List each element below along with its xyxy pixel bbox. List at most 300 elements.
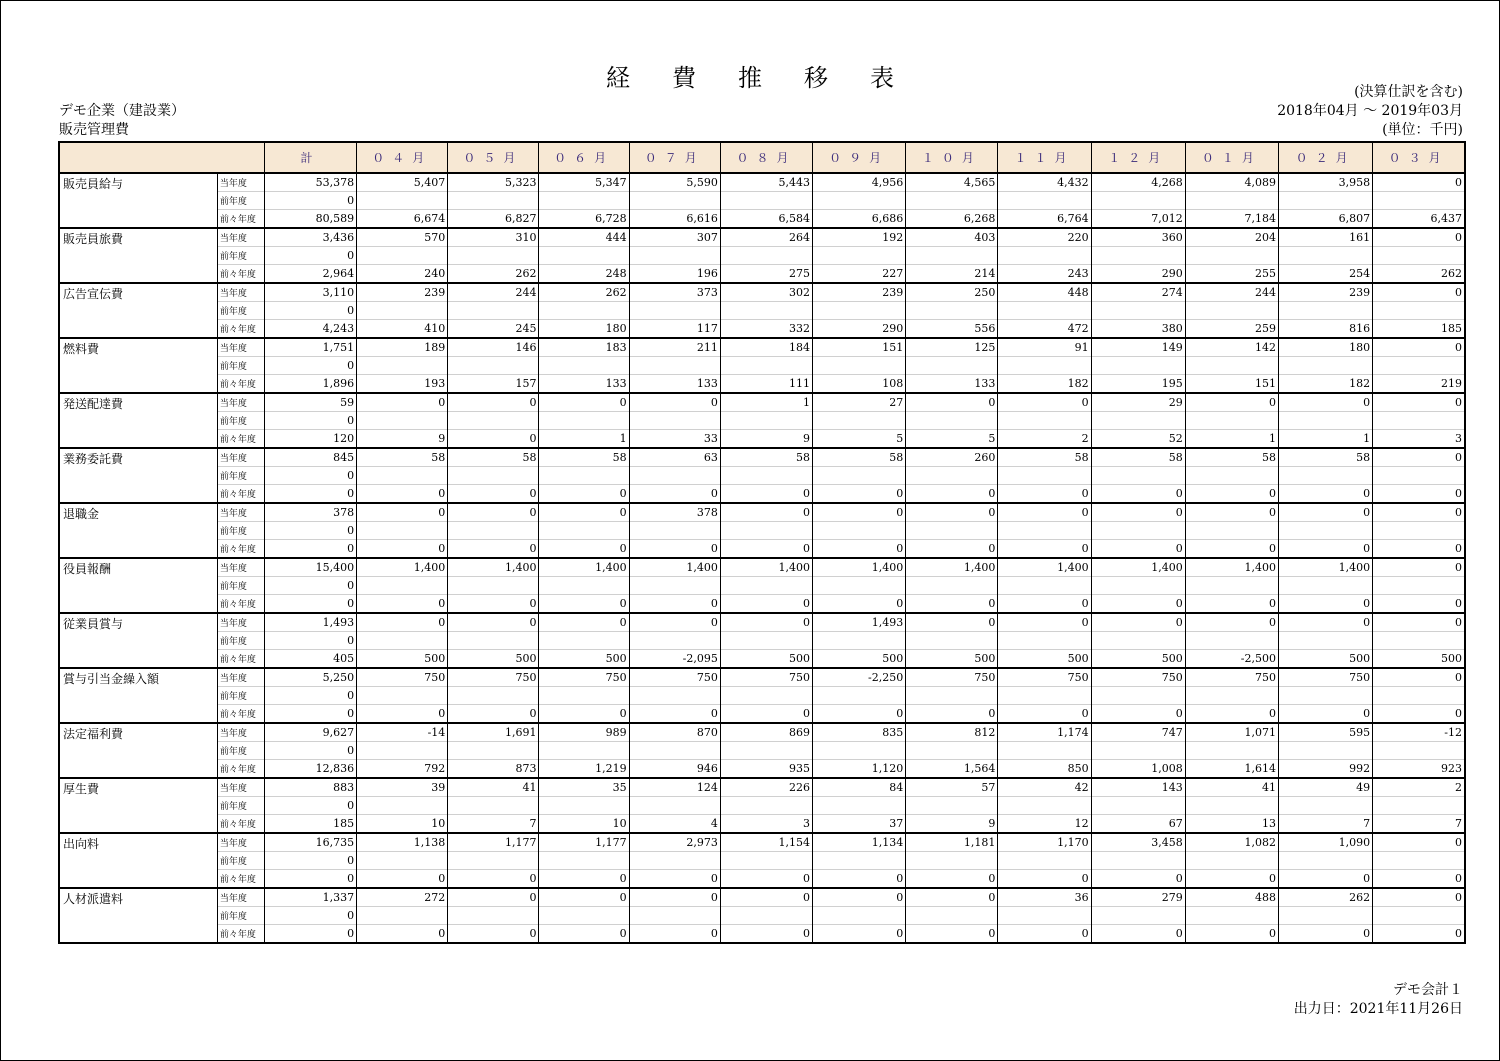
month-cell <box>720 577 812 595</box>
month-cell: 250 <box>906 283 998 302</box>
month-cell <box>357 302 448 320</box>
month-cell: 245 <box>448 320 539 339</box>
month-cell <box>539 522 629 540</box>
month-cell: 5,347 <box>539 173 629 192</box>
period-label: 前々年度 <box>217 320 264 339</box>
month-cell: 4,268 <box>1091 173 1185 192</box>
month-cell <box>448 467 539 485</box>
month-cell <box>539 687 629 705</box>
total-cell: 0 <box>264 522 356 540</box>
month-cell <box>813 467 906 485</box>
month-cell: 180 <box>539 320 629 339</box>
month-cell: 500 <box>1278 650 1372 669</box>
month-cell <box>998 742 1091 760</box>
month-cell <box>357 632 448 650</box>
month-cell: 58 <box>998 448 1091 467</box>
account-name: 従業員賞与 <box>59 613 217 668</box>
month-cell: 6,728 <box>539 210 629 229</box>
month-cell <box>906 302 998 320</box>
account-name: 販売員給与 <box>59 173 217 228</box>
month-cell <box>720 247 812 265</box>
total-cell: 59 <box>264 393 356 412</box>
period-label: 前々年度 <box>217 925 264 944</box>
period-label: 当年度 <box>217 558 264 577</box>
month-cell: 1,400 <box>539 558 629 577</box>
month-cell: 184 <box>720 338 812 357</box>
month-cell: 117 <box>629 320 720 339</box>
table-row <box>59 265 1465 284</box>
month-cell: 193 <box>357 375 448 394</box>
month-cell: 204 <box>1185 228 1278 247</box>
month-cell <box>720 907 812 925</box>
month-cell <box>906 467 998 485</box>
total-cell: 0 <box>264 540 356 559</box>
month-cell: 4,956 <box>813 173 906 192</box>
month-cell: 0 <box>539 613 629 632</box>
month-cell <box>998 577 1091 595</box>
month-cell <box>357 412 448 430</box>
month-cell <box>1091 357 1185 375</box>
month-cell: -12 <box>1373 723 1465 742</box>
month-cell: 1,181 <box>906 833 998 852</box>
period-label: 前々年度 <box>217 210 264 229</box>
table-row <box>59 870 1465 889</box>
total-cell: 0 <box>264 412 356 430</box>
total-cell: 883 <box>264 778 356 797</box>
month-cell <box>813 852 906 870</box>
month-cell: 2 <box>1373 778 1465 797</box>
month-cell: 279 <box>1091 888 1185 907</box>
month-cell: 302 <box>720 283 812 302</box>
month-cell <box>357 687 448 705</box>
month-cell: 1 <box>1185 430 1278 449</box>
period-label: 当年度 <box>217 833 264 852</box>
month-cell: 6,437 <box>1373 210 1465 229</box>
month-cell: 0 <box>1278 870 1372 889</box>
month-cell <box>539 302 629 320</box>
month-cell: 0 <box>1373 540 1465 559</box>
month-cell: 946 <box>629 760 720 779</box>
month-cell <box>539 907 629 925</box>
month-cell: 2,973 <box>629 833 720 852</box>
month-cell: -2,095 <box>629 650 720 669</box>
month-cell <box>906 852 998 870</box>
month-cell: 239 <box>1278 283 1372 302</box>
month-cell <box>1373 412 1465 430</box>
period-label: 前年度 <box>217 577 264 595</box>
total-cell: 120 <box>264 430 356 449</box>
month-cell: 0 <box>1373 338 1465 357</box>
month-cell: 0 <box>720 595 812 614</box>
total-cell: 5,250 <box>264 668 356 687</box>
month-cell <box>998 687 1091 705</box>
month-cell: 0 <box>448 430 539 449</box>
month-cell: 5,407 <box>357 173 448 192</box>
month-cell: 935 <box>720 760 812 779</box>
month-cell: 812 <box>906 723 998 742</box>
month-cell: 290 <box>1091 265 1185 284</box>
month-cell: 42 <box>998 778 1091 797</box>
period-label: 前々年度 <box>217 760 264 779</box>
month-cell <box>1278 302 1372 320</box>
period-label: 前々年度 <box>217 430 264 449</box>
total-cell: 9,627 <box>264 723 356 742</box>
table-row <box>59 925 1465 944</box>
month-cell: 84 <box>813 778 906 797</box>
month-cell: 1,071 <box>1185 723 1278 742</box>
col-header-month: ０４月 <box>357 142 448 173</box>
month-cell: 1,400 <box>906 558 998 577</box>
month-cell: 185 <box>1373 320 1465 339</box>
month-cell: 570 <box>357 228 448 247</box>
month-cell <box>1091 247 1185 265</box>
month-cell: 0 <box>998 613 1091 632</box>
total-cell: 0 <box>264 302 356 320</box>
period-label: 前年度 <box>217 522 264 540</box>
month-cell: 58 <box>813 448 906 467</box>
month-cell <box>1091 302 1185 320</box>
month-cell: 0 <box>539 393 629 412</box>
month-cell: 750 <box>357 668 448 687</box>
total-cell: 0 <box>264 797 356 815</box>
month-cell <box>1185 412 1278 430</box>
month-cell <box>1373 577 1465 595</box>
month-cell: 182 <box>1278 375 1372 394</box>
col-header-month: ０３月 <box>1373 142 1465 173</box>
month-cell: 0 <box>539 595 629 614</box>
month-cell: 180 <box>1278 338 1372 357</box>
table-row <box>59 210 1465 229</box>
month-cell: 1,008 <box>1091 760 1185 779</box>
month-cell: 500 <box>357 650 448 669</box>
period-label: 当年度 <box>217 393 264 412</box>
month-cell <box>1278 687 1372 705</box>
month-cell: 259 <box>1185 320 1278 339</box>
month-cell <box>1373 302 1465 320</box>
month-cell: 0 <box>1185 595 1278 614</box>
month-cell: 0 <box>813 540 906 559</box>
total-cell: 185 <box>264 815 356 834</box>
month-cell: 0 <box>998 540 1091 559</box>
total-cell: 1,896 <box>264 375 356 394</box>
closing-entries-note: (決算仕訳を含む) <box>1354 84 1463 100</box>
month-cell: 0 <box>1091 925 1185 944</box>
month-cell: 10 <box>357 815 448 834</box>
month-cell: 7,012 <box>1091 210 1185 229</box>
month-cell: 0 <box>448 595 539 614</box>
month-cell: 500 <box>539 650 629 669</box>
period-label: 前々年度 <box>217 595 264 614</box>
account-name: 賞与引当金繰入額 <box>59 668 217 723</box>
month-cell <box>1185 247 1278 265</box>
total-cell: 0 <box>264 742 356 760</box>
expense-table <box>58 141 1466 944</box>
month-cell: 0 <box>1091 613 1185 632</box>
period-label: 前々年度 <box>217 815 264 834</box>
month-cell <box>629 632 720 650</box>
month-cell: 9 <box>720 430 812 449</box>
month-cell: 6,268 <box>906 210 998 229</box>
month-cell <box>629 852 720 870</box>
month-cell: 211 <box>629 338 720 357</box>
month-cell: 816 <box>1278 320 1372 339</box>
month-cell: 151 <box>1185 375 1278 394</box>
table-row <box>59 173 1465 192</box>
month-cell <box>629 192 720 210</box>
month-cell: 1,154 <box>720 833 812 852</box>
month-cell: 1,134 <box>813 833 906 852</box>
month-cell: 1,400 <box>813 558 906 577</box>
month-cell <box>998 797 1091 815</box>
month-cell: 35 <box>539 778 629 797</box>
month-cell <box>539 797 629 815</box>
total-cell: 12,836 <box>264 760 356 779</box>
month-cell <box>539 852 629 870</box>
month-cell <box>1278 577 1372 595</box>
table-row <box>59 375 1465 394</box>
month-cell <box>1185 907 1278 925</box>
col-header-month: １１月 <box>998 142 1091 173</box>
month-cell: 0 <box>813 705 906 724</box>
month-cell: 0 <box>1373 668 1465 687</box>
month-cell <box>448 357 539 375</box>
month-cell: 1 <box>1278 430 1372 449</box>
month-cell <box>998 467 1091 485</box>
month-cell: 0 <box>629 485 720 504</box>
month-cell <box>448 522 539 540</box>
month-cell: 149 <box>1091 338 1185 357</box>
month-cell: 58 <box>539 448 629 467</box>
month-cell: 1,400 <box>629 558 720 577</box>
month-cell: 992 <box>1278 760 1372 779</box>
month-cell: 182 <box>998 375 1091 394</box>
month-cell <box>998 907 1091 925</box>
table-row <box>59 485 1465 504</box>
month-cell <box>357 522 448 540</box>
month-cell <box>1091 467 1185 485</box>
month-cell: 1,400 <box>720 558 812 577</box>
month-cell <box>906 742 998 760</box>
month-cell: 307 <box>629 228 720 247</box>
month-cell <box>448 302 539 320</box>
month-cell: 214 <box>906 265 998 284</box>
month-cell <box>1278 742 1372 760</box>
month-cell <box>720 742 812 760</box>
table-row <box>59 357 1465 375</box>
month-cell: 0 <box>539 888 629 907</box>
month-cell: 3 <box>1373 430 1465 449</box>
month-cell: 189 <box>357 338 448 357</box>
month-cell <box>1091 852 1185 870</box>
report-header-right <box>1277 83 1463 140</box>
period-label: 当年度 <box>217 503 264 522</box>
month-cell <box>448 687 539 705</box>
period-label: 前年度 <box>217 192 264 210</box>
total-cell: 0 <box>264 247 356 265</box>
total-cell: 3,436 <box>264 228 356 247</box>
account-name: 燃料費 <box>59 338 217 393</box>
table-row <box>59 760 1465 779</box>
month-cell: 0 <box>813 503 906 522</box>
month-cell: 58 <box>720 448 812 467</box>
month-cell <box>998 412 1091 430</box>
period-label: 前年度 <box>217 467 264 485</box>
month-cell: 0 <box>720 540 812 559</box>
month-cell: 1 <box>720 393 812 412</box>
company-name: デモ企業（建設業） <box>59 103 185 119</box>
month-cell <box>998 852 1091 870</box>
account-name: 厚生費 <box>59 778 217 833</box>
month-cell: 792 <box>357 760 448 779</box>
month-cell <box>629 577 720 595</box>
month-cell <box>1091 797 1185 815</box>
section-name: 販売管理費 <box>59 122 129 138</box>
month-cell: 2 <box>998 430 1091 449</box>
month-cell <box>539 357 629 375</box>
month-cell: 6,616 <box>629 210 720 229</box>
month-cell: 6,584 <box>720 210 812 229</box>
month-cell: 0 <box>720 613 812 632</box>
month-cell: 0 <box>998 393 1091 412</box>
month-cell: 195 <box>1091 375 1185 394</box>
month-cell: 0 <box>813 925 906 944</box>
month-cell: 290 <box>813 320 906 339</box>
col-header-month: ０８月 <box>720 142 812 173</box>
month-cell: 5 <box>813 430 906 449</box>
month-cell: 750 <box>720 668 812 687</box>
month-cell: 0 <box>720 705 812 724</box>
month-cell: 1,493 <box>813 613 906 632</box>
month-cell: -2,250 <box>813 668 906 687</box>
table-row <box>59 247 1465 265</box>
table-row <box>59 668 1465 687</box>
month-cell: 29 <box>1091 393 1185 412</box>
month-cell <box>720 852 812 870</box>
month-cell <box>357 742 448 760</box>
month-cell: 9 <box>906 815 998 834</box>
month-cell <box>539 192 629 210</box>
month-cell <box>539 412 629 430</box>
table-header-row <box>59 142 1465 173</box>
month-cell: 0 <box>1185 613 1278 632</box>
month-cell: 133 <box>906 375 998 394</box>
month-cell: 1,082 <box>1185 833 1278 852</box>
month-cell: 0 <box>906 485 998 504</box>
period-label: 当年度 <box>217 778 264 797</box>
period-label: 前年度 <box>217 797 264 815</box>
month-cell: 373 <box>629 283 720 302</box>
month-cell: 835 <box>813 723 906 742</box>
month-cell: 0 <box>357 870 448 889</box>
month-cell: 33 <box>629 430 720 449</box>
month-cell: 0 <box>906 595 998 614</box>
month-cell: 39 <box>357 778 448 797</box>
report-title: 経費推移表 <box>606 64 936 92</box>
month-cell: 0 <box>1373 870 1465 889</box>
month-cell: 1,614 <box>1185 760 1278 779</box>
month-cell: 0 <box>906 705 998 724</box>
month-cell: 0 <box>1373 595 1465 614</box>
app-name: デモ会計１ <box>1393 982 1463 998</box>
month-cell: 0 <box>720 485 812 504</box>
month-cell: 0 <box>1185 540 1278 559</box>
period-label: 当年度 <box>217 228 264 247</box>
month-cell: 1,400 <box>998 558 1091 577</box>
table-row <box>59 393 1465 412</box>
month-cell: 923 <box>1373 760 1465 779</box>
month-cell <box>813 247 906 265</box>
account-name: 販売員旅費 <box>59 228 217 283</box>
period-label: 当年度 <box>217 888 264 907</box>
total-cell: 0 <box>264 595 356 614</box>
month-cell: 556 <box>906 320 998 339</box>
month-cell <box>906 357 998 375</box>
month-cell <box>448 577 539 595</box>
month-cell: 1,400 <box>1278 558 1372 577</box>
month-cell <box>998 357 1091 375</box>
total-cell: 2,964 <box>264 265 356 284</box>
total-cell: 80,589 <box>264 210 356 229</box>
month-cell: 7 <box>448 815 539 834</box>
month-cell: 12 <box>998 815 1091 834</box>
month-cell: 10 <box>539 815 629 834</box>
month-cell <box>906 907 998 925</box>
month-cell: 63 <box>629 448 720 467</box>
col-header-month: ０７月 <box>629 142 720 173</box>
month-cell <box>906 632 998 650</box>
month-cell: 52 <box>1091 430 1185 449</box>
table-row <box>59 228 1465 247</box>
month-cell: 36 <box>998 888 1091 907</box>
month-cell: 1,138 <box>357 833 448 852</box>
month-cell: 91 <box>998 338 1091 357</box>
col-header-total: 計 <box>264 142 356 173</box>
month-cell: 1,170 <box>998 833 1091 852</box>
month-cell: 0 <box>539 503 629 522</box>
table-row <box>59 522 1465 540</box>
month-cell: 3,958 <box>1278 173 1372 192</box>
month-cell <box>906 522 998 540</box>
month-cell: 219 <box>1373 375 1465 394</box>
month-cell: 0 <box>1278 613 1372 632</box>
month-cell <box>539 742 629 760</box>
period-label: 前年度 <box>217 632 264 650</box>
month-cell: 750 <box>1091 668 1185 687</box>
month-cell: 1,219 <box>539 760 629 779</box>
month-cell: 143 <box>1091 778 1185 797</box>
month-cell: 0 <box>1091 540 1185 559</box>
month-cell <box>1091 577 1185 595</box>
account-name: 役員報酬 <box>59 558 217 613</box>
month-cell: 0 <box>1091 870 1185 889</box>
month-cell: 244 <box>1185 283 1278 302</box>
month-cell: 1 <box>539 430 629 449</box>
report-footer <box>1294 981 1463 1019</box>
month-cell <box>1185 632 1278 650</box>
month-cell <box>539 577 629 595</box>
month-cell: 0 <box>1278 705 1372 724</box>
month-cell <box>813 797 906 815</box>
month-cell: 500 <box>813 650 906 669</box>
month-cell: 248 <box>539 265 629 284</box>
total-cell: 405 <box>264 650 356 669</box>
total-cell: 378 <box>264 503 356 522</box>
month-cell <box>998 192 1091 210</box>
month-cell: 0 <box>448 705 539 724</box>
month-cell <box>906 192 998 210</box>
table-row <box>59 503 1465 522</box>
month-cell: 0 <box>1185 485 1278 504</box>
